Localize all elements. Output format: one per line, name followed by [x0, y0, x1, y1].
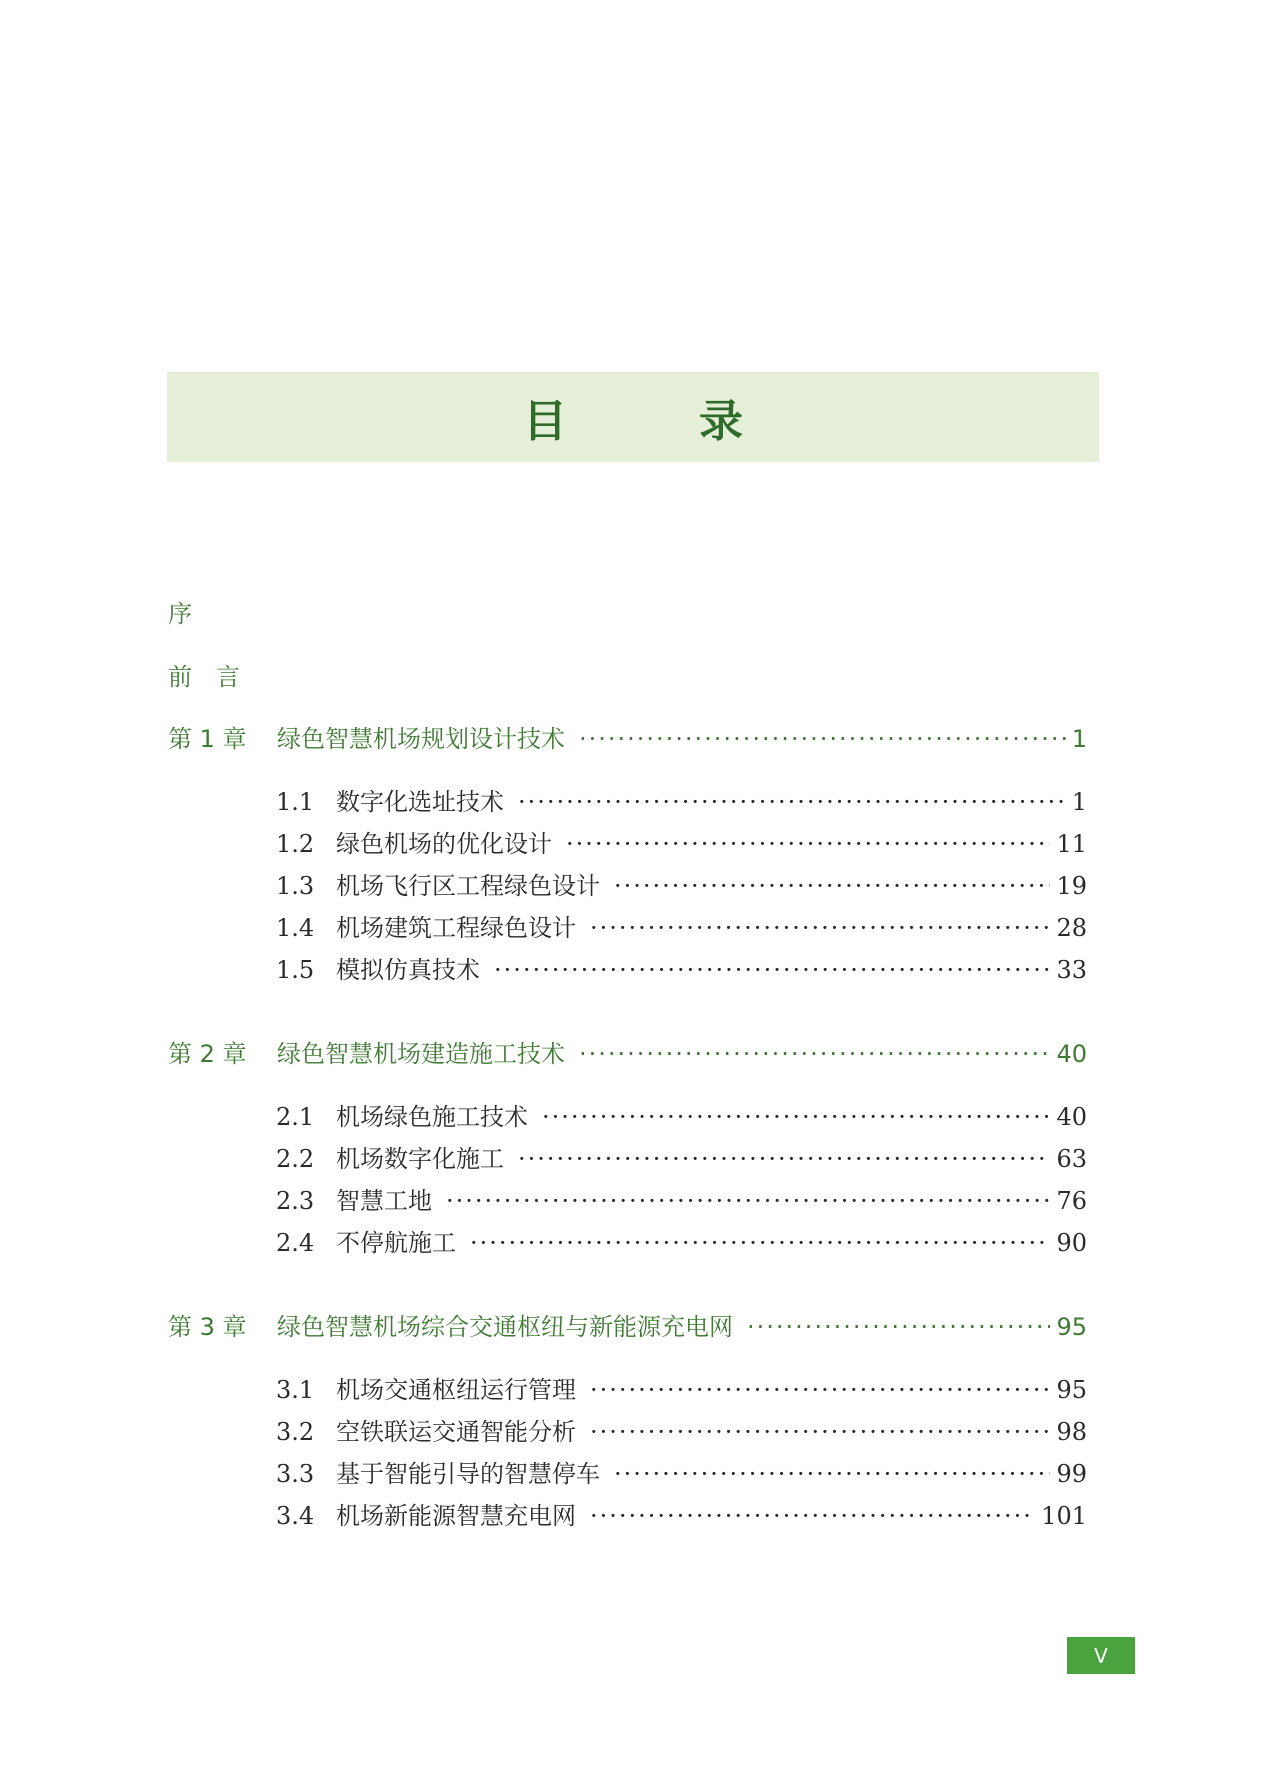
toc-section-2-3[interactable] [276, 1185, 1087, 1217]
section-title: 绿色机场的优化设计 [336, 830, 552, 858]
dot-leader [590, 1374, 1050, 1406]
section-number: 3.4 [276, 1502, 315, 1530]
section-page-number: 76 [1056, 1187, 1087, 1215]
dot-leader [590, 912, 1050, 944]
dot-leader [518, 1143, 1050, 1175]
chapter-page-number: 40 [1056, 1040, 1087, 1068]
toc-chapter-3[interactable] [168, 1311, 1087, 1343]
toc-section-1-2[interactable] [276, 828, 1087, 860]
section-page-number: 95 [1056, 1376, 1087, 1404]
toc-section-1-3[interactable] [276, 870, 1087, 902]
dot-leader [747, 1311, 1050, 1343]
section-title: 机场飞行区工程绿色设计 [336, 872, 600, 900]
dot-leader [579, 1038, 1050, 1070]
section-number: 1.5 [276, 956, 315, 984]
section-title: 机场交通枢纽运行管理 [336, 1376, 576, 1404]
section-number: 2.1 [276, 1103, 315, 1131]
chapter-label: 第 1 章 [168, 725, 247, 753]
page-number: V [1094, 1643, 1108, 1668]
dot-leader [566, 828, 1050, 860]
section-number: 1.3 [276, 872, 315, 900]
section-page-number: 101 [1041, 1502, 1087, 1530]
chapter-title: 绿色智慧机场建造施工技术 [277, 1040, 565, 1068]
toc-section-1-4[interactable] [276, 912, 1087, 944]
section-page-number: 99 [1056, 1460, 1087, 1488]
dot-leader [446, 1185, 1050, 1217]
toc-heading: 目 录 [523, 396, 743, 447]
chapter-page-number: 1 [1071, 725, 1087, 753]
dot-leader [542, 1101, 1050, 1133]
toc-section-1-1[interactable] [276, 786, 1087, 818]
section-title: 空铁联运交通智能分析 [336, 1418, 576, 1446]
section-page-number: 19 [1056, 872, 1087, 900]
toc-section-2-1[interactable] [276, 1101, 1087, 1133]
section-number: 1.2 [276, 830, 315, 858]
dot-leader [494, 954, 1050, 986]
section-title: 数字化选址技术 [336, 788, 504, 816]
section-title: 基于智能引导的智慧停车 [336, 1460, 600, 1488]
section-page-number: 28 [1056, 914, 1087, 942]
section-number: 1.4 [276, 914, 315, 942]
dot-leader [614, 1458, 1050, 1490]
dot-leader [590, 1416, 1050, 1448]
chapter-label: 第 2 章 [168, 1040, 247, 1068]
toc-section-3-1[interactable] [276, 1374, 1087, 1406]
section-number: 3.1 [276, 1376, 315, 1404]
toc-section-3-4[interactable] [276, 1500, 1087, 1532]
section-number: 3.3 [276, 1460, 315, 1488]
section-number: 3.2 [276, 1418, 315, 1446]
toc-section-1-5[interactable] [276, 954, 1087, 986]
section-title: 智慧工地 [336, 1187, 432, 1215]
page-number-badge [1067, 1637, 1135, 1674]
section-page-number: 90 [1056, 1229, 1087, 1257]
section-title: 机场新能源智慧充电网 [336, 1502, 576, 1530]
section-title: 机场建筑工程绿色设计 [336, 914, 576, 942]
toc-chapter-2[interactable] [168, 1038, 1087, 1070]
dot-leader [614, 870, 1050, 902]
section-page-number: 11 [1056, 830, 1087, 858]
chapter-title: 绿色智慧机场规划设计技术 [277, 725, 565, 753]
section-title: 机场数字化施工 [336, 1145, 504, 1173]
chapter-title: 绿色智慧机场综合交通枢纽与新能源充电网 [277, 1313, 733, 1341]
toc-title-band [167, 372, 1099, 462]
dot-leader [579, 723, 1066, 755]
section-title: 模拟仿真技术 [336, 956, 480, 984]
dot-leader [518, 786, 1066, 818]
toc-section-3-2[interactable] [276, 1416, 1087, 1448]
toc-section-3-3[interactable] [276, 1458, 1087, 1490]
section-title: 不停航施工 [336, 1229, 456, 1257]
toc-chapter-1[interactable] [168, 723, 1087, 755]
section-page-number: 40 [1056, 1103, 1087, 1131]
toc-entry-foreword[interactable]: 前 言 [168, 663, 240, 691]
section-number: 2.4 [276, 1229, 315, 1257]
toc-entry-preface-xu[interactable]: 序 [168, 600, 192, 628]
section-page-number: 98 [1056, 1418, 1087, 1446]
section-page-number: 1 [1071, 788, 1087, 816]
chapter-page-number: 95 [1056, 1313, 1087, 1341]
section-number: 1.1 [276, 788, 315, 816]
toc-section-2-2[interactable] [276, 1143, 1087, 1175]
toc-section-2-4[interactable] [276, 1227, 1087, 1259]
section-page-number: 33 [1056, 956, 1087, 984]
section-title: 机场绿色施工技术 [336, 1103, 528, 1131]
section-number: 2.2 [276, 1145, 315, 1173]
dot-leader [470, 1227, 1050, 1259]
section-number: 2.3 [276, 1187, 315, 1215]
dot-leader [590, 1500, 1035, 1532]
chapter-label: 第 3 章 [168, 1313, 247, 1341]
section-page-number: 63 [1056, 1145, 1087, 1173]
